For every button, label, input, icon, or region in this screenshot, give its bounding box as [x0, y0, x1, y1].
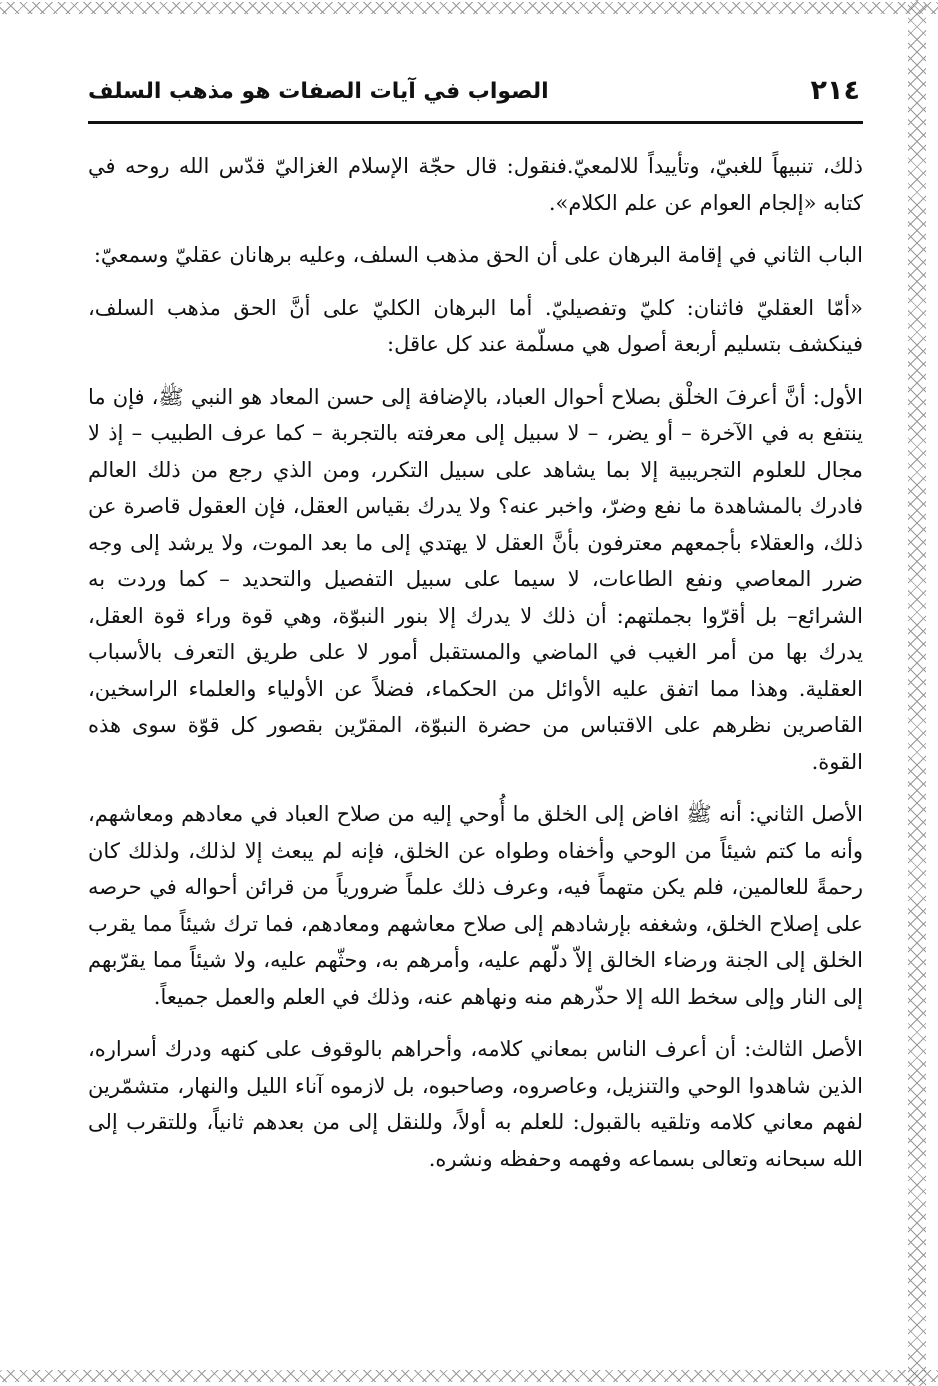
page-number: ٢١٤ [810, 75, 860, 106]
paragraph-first-principle: الأول: أنَّ أعرفَ الخلْق بصلاح أحوال العباد، بالإضافة إلى حسن المعاد هو النبي ﷺ، فإن ما ينتفع به في الآخرة – أو يضر، – لا سبيل إلى معرفته بالتجربة – كما عرف الطبيب – إذ لا مجال للعلوم التجريبية إلا بما يشاهد على سبيل التكرر، ومن الذي رجع من ذلك العالم فادرك بالمشاهدة ما نفع وضرّ، واخبر عنه؟ ولا يدرك بقياس العقل، فإن العقول قاصرة عن ذلك، والعقلاء بأجمعهم معترفون بأنَّ العقل لا يهتدي إلى ما بعد الموت، ولا يرشد إلى وجه ضرر المعاصي ونفع الطاعات، لا سيما على سبيل التفصيل والتحديد – كما وردت به الشرائع– بل أقرّوا بجملتهم: أن ذلك لا يدرك إلا بنور النبوّة، وهي قوة وراء قوة العقل، يدرك بها من أمر الغيب في الماضي والمستقبل أمور لا على طريق التعرف بالأسباب العقلية. وهذا مما اتفق عليه الأوائل من الحكماء، فضلاً عن الأولياء والعلماء الراسخين، القاصرين نظرهم على الاقتباس من حضرة النبوّة، المقرّين بقصور كل قوّة سوى هذه القوة. [88, 384, 863, 774]
decorative-border-right [908, 0, 926, 1386]
decorative-border-bottom [0, 1370, 938, 1382]
decorative-border-top [0, 2, 938, 14]
page-body [88, 148, 863, 1193]
paragraph-second-principle: الأصل الثاني: أنه ﷺ افاض إلى الخلق ما أُوحي إليه من صلاح العباد في معادهم ومعاشهم، وأنه ما كتم شيئاً من الوحي وأخفاه وطواه عن الخلق، فإنه لم يبعث إلا لذلك، ولذلك كان رحمةً للعالمين، فلم يكن متهماً فيه، وعرف ذلك علماً ضرورياً من قرائن أحواله في حرصه على إصلاح الخلق، وشغفه بإرشادهم إلى صلاح معاشهم ومعادهم، فما ترك شيئاً مما يقرب الخلق إلى الجنة ورضاء الخالق إلاّ دلّهم عليه، وأمرهم به، وحثّهم عليه، ولا شيئاً مما يقرّبهم إلى النار وإلى سخط الله إلا حذّرهم منه ونهاهم عنه، وذلك في العلم والعمل جميعاً. [88, 802, 863, 1009]
running-title: الصواب في آيات الصفات هو مذهب السلف [88, 79, 549, 104]
paragraph-chapter-two: الباب الثاني في إقامة البرهان على أن الحق مذهب السلف، وعليه برهانان عقليّ وسمعيّ: [93, 243, 863, 267]
paragraph-intro: ذلك، تنبيهاً للغبيّ، وتأييداً للالمعيّ.فنقول: قال حجّة الإسلام الغزاليّ قدّس الله روحه في كتابه «إلجام العوام عن علم الكلام». [88, 154, 863, 215]
paragraph-third-principle: الأصل الثالث: أن أعرف الناس بمعاني كلامه، وأحراهم بالوقوف على كنهه ودرك أسراره، الذين شاهدوا الوحي والتنزيل، وعاصروه، وصاحبوه، بل لازموه آناء الليل والنهار، متشمّرين لفهم معاني كلامه وتلقيه بالقبول: للعلم به أولاً، وللنقل إلى من بعدهم ثانياً، وللتقرب إلى الله سبحانه وتعالى بسماعه وفهمه وحفظه ونشره. [88, 1037, 863, 1171]
paragraph-rational-proofs: «أمّا العقليّ فاثنان: كليّ وتفصيليّ. أما البرهان الكليّ على أنَّ الحق مذهب السلف، فينكشف بتسليم أربعة أصول هي مسلّمة عند كل عاقل: [88, 295, 863, 356]
header-divider [88, 121, 863, 124]
page-header [88, 68, 860, 114]
